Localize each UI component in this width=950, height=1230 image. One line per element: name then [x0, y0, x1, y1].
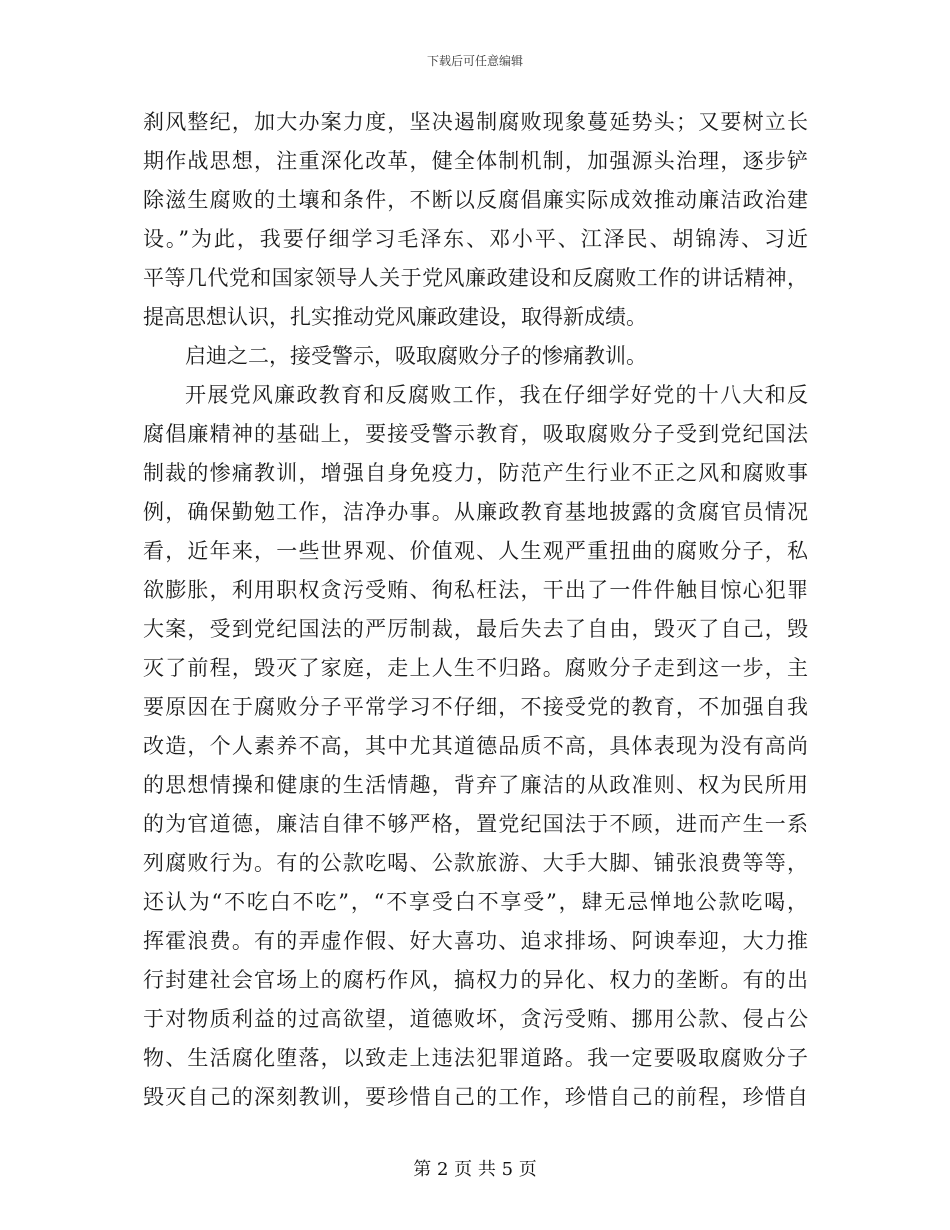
text-line: 物、生活腐化堕落，以致走上违法犯罪道路。我一定要吸取腐败分子: [143, 1046, 808, 1070]
text-line: 腐倡廉精神的基础上，要接受警示教育，吸取腐败分子受到党纪国法: [143, 422, 808, 446]
text-line: 提高思想认识，扎实推动党风廉政建设，取得新成绩。: [143, 305, 647, 329]
page-header: 下载后可任意编辑: [426, 54, 523, 68]
text-line: 设。”为此，我要仔细学习毛泽东、邓小平、江泽民、胡锦涛、习近: [143, 227, 808, 251]
text-line: 毁灭自己的深刻教训，要珍惜自己的工作，珍惜自己的前程，珍惜自: [143, 1085, 808, 1109]
text-line: 开展党风廉政教育和反腐败工作，我在仔细学好党的十八大和反: [185, 383, 808, 407]
text-line: 平等几代党和国家领导人关于党风廉政建设和反腐败工作的讲话精神，: [143, 266, 808, 290]
page-number: 第 2 页 共 5 页: [413, 1159, 537, 1180]
text-line: 行封建社会官场上的腐朽作风，搞权力的异化、权力的垄断。有的出: [143, 968, 808, 992]
text-line: 制裁的惨痛教训，增强自身免疫力，防范产生行业不正之风和腐败事: [143, 461, 808, 485]
text-line: 例，确保勤勉工作，洁净办事。从廉政教育基地披露的贪腐官员情况: [143, 500, 808, 524]
text-line: 除滋生腐败的土壤和条件，不断以反腐倡廉实际成效推动廉洁政治建: [143, 188, 808, 212]
document-body: [143, 103, 808, 1117]
text-line: 灭了前程，毁灭了家庭，走上人生不归路。腐败分子走到这一步，主: [143, 656, 808, 680]
text-line: 要原因在于腐败分子平常学习不仔细，不接受党的教育，不加强自我: [143, 695, 808, 719]
text-line: 欲膨胀，利用职权贪污受贿、徇私枉法，干出了一件件触目惊心犯罪: [143, 578, 808, 602]
text-line: 的为官道德，廉洁自律不够严格，置党纪国法于不顾，进而产生一系: [143, 812, 808, 836]
text-line: 改造，个人素养不高，其中尤其道德品质不高，具体表现为没有高尚: [143, 734, 808, 758]
text-line: 列腐败行为。有的公款吃喝、公款旅游、大手大脚、铺张浪费等等，: [143, 851, 808, 875]
text-line: 期作战思想，注重深化改革，健全体制机制，加强源头治理，逐步铲: [143, 149, 808, 173]
text-line: 的思想情操和健康的生活情趣，背弃了廉洁的从政准则、权为民所用: [143, 773, 808, 797]
text-line: 挥霍浪费。有的弄虚作假、好大喜功、追求排场、阿谀奉迎，大力推: [143, 929, 808, 953]
text-line: 大案，受到党纪国法的严厉制裁，最后失去了自由，毁灭了自己，毁: [143, 617, 808, 641]
text-line: 看，近年来，一些世界观、价值观、人生观严重扭曲的腐败分子，私: [143, 539, 808, 563]
text-line: 刹风整纪，加大办案力度，坚决遏制腐败现象蔓延势头；又要树立长: [143, 110, 808, 134]
text-line: 于对物质利益的过高欲望，道德败坏，贪污受贿、挪用公款、侵占公: [143, 1007, 808, 1031]
text-line: 启迪之二，接受警示，吸取腐败分子的惨痛教训。: [185, 344, 647, 368]
text-line: 还认为“不吃白不吃”，“不享受白不享受”，肆无忌惮地公款吃喝，: [143, 890, 808, 914]
